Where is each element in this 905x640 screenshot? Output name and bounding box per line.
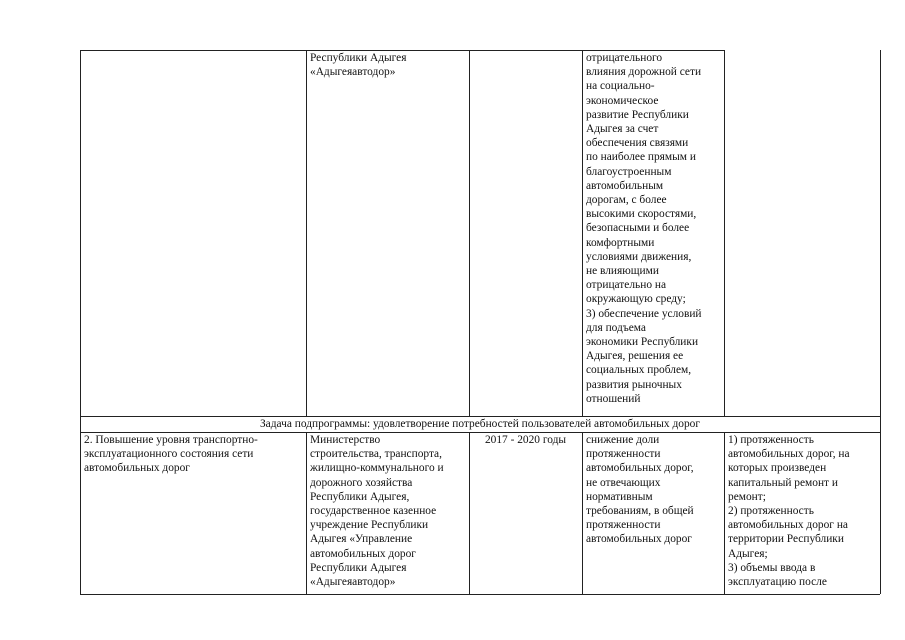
text-line: социальных проблем, [586, 364, 692, 377]
continued-executor-cell [310, 51, 406, 79]
text-line: Республики Адыгея [310, 561, 407, 574]
text-line: Адыгея «Управление [310, 533, 413, 546]
col-divider-3-upper [469, 50, 470, 416]
text-line: территории Республики [728, 533, 844, 546]
text-line: Министерство [310, 434, 381, 446]
text-line: дорогам, с более [586, 194, 667, 207]
text-line: автомобильных дорог [586, 533, 692, 546]
col-divider-1-upper [80, 50, 81, 416]
text-line: окружающую среду; [586, 293, 686, 306]
text-line: капитальный ремонт и [728, 476, 838, 489]
text-line: снижение доли [586, 434, 660, 446]
col-divider-5-upper [724, 50, 725, 416]
text-line: безопасными и более [586, 222, 690, 235]
text-line: Адыгея; [728, 547, 768, 560]
text-line: эксплуатацию после [728, 576, 827, 589]
text-line: «Адыгеяавтодор» [310, 66, 396, 79]
col-divider-3-lower [469, 432, 470, 594]
text-line: развитие Республики [586, 108, 689, 121]
text-line: строительства, транспорта, [310, 448, 442, 461]
text-line: 3) обеспечение условий [586, 307, 702, 320]
text-line: Адыгея, решения ее [586, 350, 684, 363]
text-line: 3) объемы ввода в [728, 561, 816, 574]
text-line: дорожного хозяйства [310, 476, 413, 489]
text-line: условиями движения, [586, 250, 692, 263]
text-line: Республики Адыгея, [310, 490, 410, 503]
text-line: автомобильных дорог [310, 547, 416, 560]
col-divider-4-upper [582, 50, 583, 416]
col-divider-4-lower [582, 432, 583, 594]
text-line: обеспечения связями [586, 137, 689, 150]
text-line: требованиям, в общей [586, 505, 694, 518]
text-line: автомобильных дорог, [586, 462, 694, 475]
text-line: влияния дорожной сети [586, 66, 702, 79]
text-line: 2) протяженность [728, 505, 814, 518]
text-line: 1) протяженность [728, 434, 814, 446]
text-line: автомобильных дорог на [728, 519, 848, 532]
col-divider-2-lower [306, 432, 307, 594]
period-text: 2017 - 2020 годы [484, 434, 567, 446]
result-cell [586, 433, 694, 547]
text-line: 2. Повышение уровня транспортно- [84, 434, 258, 446]
measure-cell [84, 433, 258, 476]
section-right-border [880, 416, 881, 432]
text-line: отношений [586, 392, 641, 405]
text-line: «Адыгеяавтодор» [310, 576, 396, 589]
text-line: протяженности [586, 448, 661, 461]
text-line: автомобильных дорог, на [728, 448, 850, 461]
table-bottom-border [80, 594, 880, 595]
text-line: государственное казенное [310, 505, 437, 518]
page-right-edge-mark [880, 50, 881, 416]
text-line: на социально- [586, 80, 655, 93]
text-line: комфортными [586, 236, 655, 249]
text-line: по наиболее прямым и [586, 151, 696, 164]
text-line: экономики Республики [586, 336, 699, 349]
period-cell [469, 433, 582, 447]
col-divider-2-upper [306, 50, 307, 416]
text-line: ремонт; [728, 490, 766, 503]
text-line: Республики Адыгея [310, 52, 407, 64]
text-line: отрицательно на [586, 279, 667, 292]
col-divider-1-lower [80, 432, 81, 594]
executor-cell [310, 433, 444, 589]
text-line: автомобильным [586, 179, 664, 192]
col-divider-5-lower [724, 432, 725, 594]
text-line: автомобильных дорог [84, 462, 190, 475]
continued-result-cell [586, 51, 702, 406]
text-line: экономическое [586, 94, 659, 107]
text-line: для подъема [586, 321, 646, 334]
text-line: жилищно-коммунального и [310, 462, 444, 475]
text-line: Адыгея за счет [586, 123, 659, 136]
col-divider-6-lower [880, 432, 881, 594]
text-line: благоустроенным [586, 165, 672, 178]
text-line: протяженности [586, 519, 661, 532]
text-line: высокими скоростями, [586, 208, 697, 221]
text-line: не влияющими [586, 265, 659, 278]
text-line: не отвечающих [586, 476, 661, 489]
section-title [80, 417, 880, 431]
text-line: эксплуатационного состояния сети [84, 448, 254, 461]
text-line: учреждение Республики [310, 519, 429, 532]
text-line: отрицательного [586, 52, 663, 64]
text-line: которых произведен [728, 462, 827, 475]
indicator-cell [728, 433, 850, 589]
section-title-text: Задача подпрограммы: удовлетворение потребностей пользователей автомобильных дорог [259, 418, 701, 430]
text-line: развития рыночных [586, 378, 682, 391]
text-line: нормативным [586, 490, 653, 503]
